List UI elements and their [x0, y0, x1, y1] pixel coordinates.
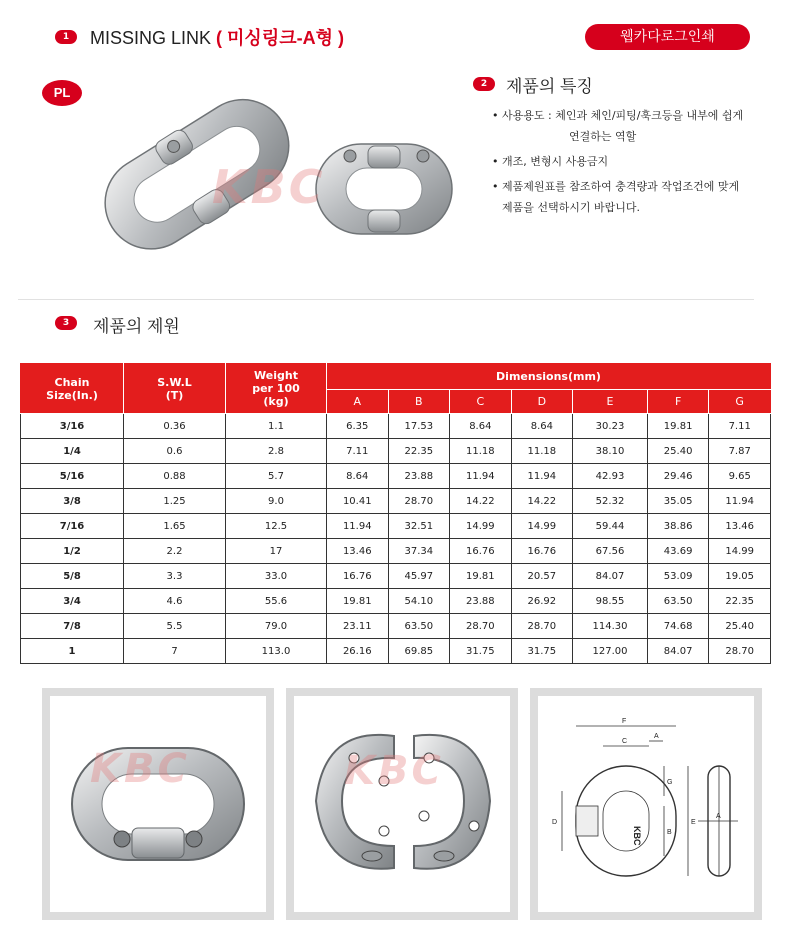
spec-cell: 43.69 [647, 539, 709, 564]
spec-cell: 28.70 [450, 614, 512, 639]
dim-label-f: F [622, 718, 627, 725]
header-col-d: D [511, 390, 573, 414]
spec-cell: 63.50 [647, 589, 709, 614]
spec-cell: 19.81 [327, 589, 389, 614]
spec-title: 제품의 제원 [93, 317, 180, 336]
spec-cell: 45.97 [388, 564, 450, 589]
spec-cell: 98.55 [573, 589, 648, 614]
features-title: 제품의 특징 [506, 77, 593, 96]
feature-item [490, 176, 770, 218]
feature-text: 제품제원표를 참조하여 충격량과 작업조건에 맞게 [502, 180, 740, 193]
header-swl [124, 364, 226, 414]
spec-cell: 59.44 [573, 514, 648, 539]
product-name: MISSING LINK [90, 28, 212, 48]
spec-cell: 19.81 [450, 564, 512, 589]
spec-cell: 19.81 [647, 414, 709, 439]
spec-cell: 14.22 [511, 489, 573, 514]
section-2-badge: 2 [473, 77, 495, 91]
spec-cell: 9.65 [709, 464, 771, 489]
spec-cell: 32.51 [388, 514, 450, 539]
spec-table-body [21, 414, 771, 664]
spec-cell: 13.46 [327, 539, 389, 564]
spec-cell: 5.7 [226, 464, 327, 489]
spec-cell: 84.07 [573, 564, 648, 589]
web-catalog-print-button[interactable]: 웹카다로그인쇄 [585, 24, 750, 50]
spec-cell: 1.65 [124, 514, 226, 539]
spec-cell: 14.99 [709, 539, 771, 564]
spec-cell: 7 [124, 639, 226, 664]
spec-cell: 11.94 [709, 489, 771, 514]
header-text: (T) [165, 388, 184, 402]
spec-cell: 17.53 [388, 414, 450, 439]
spec-cell: 6.35 [327, 414, 389, 439]
spec-cell: 28.70 [388, 489, 450, 514]
spec-cell: 7.11 [709, 414, 771, 439]
spec-cell: 13.46 [709, 514, 771, 539]
assembled-link-image [50, 696, 266, 912]
spec-row [21, 514, 771, 539]
spec-cell: 52.32 [573, 489, 648, 514]
spec-cell: 55.6 [226, 589, 327, 614]
header-weight [226, 364, 327, 414]
header-chain-size [21, 364, 124, 414]
spec-cell: 3.3 [124, 564, 226, 589]
spec-cell: 8.64 [511, 414, 573, 439]
feature-text-continued: 연결하는 역할 [569, 130, 637, 143]
header-text: Size(In.) [46, 388, 98, 402]
feature-text: 개조, 변형시 사용금지 [502, 155, 609, 168]
section-3-badge: 3 [55, 316, 77, 330]
spec-row [21, 489, 771, 514]
spec-cell: 23.88 [450, 589, 512, 614]
spec-cell: 8.64 [327, 464, 389, 489]
features-list [490, 105, 770, 218]
spec-cell: 33.0 [226, 564, 327, 589]
dim-label-c: C [622, 738, 628, 745]
spec-cell: 14.99 [450, 514, 512, 539]
spec-cell: 1.25 [124, 489, 226, 514]
spec-cell: 11.18 [450, 439, 512, 464]
cell-chain-size: 7/16 [21, 514, 124, 539]
cell-chain-size: 1 [21, 639, 124, 664]
spec-cell: 10.41 [327, 489, 389, 514]
spec-cell: 25.40 [709, 614, 771, 639]
kbc-watermark: KBC [344, 748, 444, 794]
cell-chain-size: 1/2 [21, 539, 124, 564]
header-text: S.W.L [157, 375, 192, 389]
spec-cell: 113.0 [226, 639, 327, 664]
spec-cell: 4.6 [124, 589, 226, 614]
spec-cell: 0.88 [124, 464, 226, 489]
spec-cell: 31.75 [450, 639, 512, 664]
photo-assembled-link [42, 688, 274, 920]
header-col-c: C [450, 390, 512, 414]
spec-cell: 2.2 [124, 539, 226, 564]
spec-cell: 12.5 [226, 514, 327, 539]
section-1-badge: 1 [55, 30, 77, 44]
spec-cell: 25.40 [647, 439, 709, 464]
spec-row [21, 414, 771, 439]
spec-cell: 11.94 [327, 514, 389, 539]
spec-row [21, 564, 771, 589]
diagram-kbc-stamp: KBC [632, 826, 642, 846]
spec-cell: 35.05 [647, 489, 709, 514]
kbc-watermark: KBC [90, 746, 190, 792]
spec-row [21, 614, 771, 639]
spec-cell: 127.00 [573, 639, 648, 664]
spec-cell: 67.56 [573, 539, 648, 564]
spec-row [21, 539, 771, 564]
cell-chain-size: 5/16 [21, 464, 124, 489]
spec-cell: 2.8 [226, 439, 327, 464]
page-title [90, 24, 344, 50]
spec-row [21, 589, 771, 614]
dim-label-d: D [552, 819, 558, 826]
spec-row [21, 639, 771, 664]
spec-cell: 28.70 [511, 614, 573, 639]
header-text: per 100 [252, 382, 300, 395]
spec-cell: 54.10 [388, 589, 450, 614]
spec-cell: 7.87 [709, 439, 771, 464]
spec-table [20, 363, 771, 664]
spec-cell: 1.1 [226, 414, 327, 439]
spec-cell: 26.92 [511, 589, 573, 614]
header-text: (kg) [263, 395, 289, 408]
dim-label-e: E [691, 819, 696, 826]
header-text: Weight [254, 369, 298, 382]
cell-chain-size: 3/4 [21, 589, 124, 614]
dim-label-g: G [667, 779, 673, 786]
cell-chain-size: 7/8 [21, 614, 124, 639]
header-col-b: B [388, 390, 450, 414]
photo-dimension-diagram [530, 688, 762, 920]
spec-cell: 26.16 [327, 639, 389, 664]
spec-cell: 16.76 [511, 539, 573, 564]
spec-cell: 0.36 [124, 414, 226, 439]
dimension-diagram [538, 696, 754, 912]
spec-cell: 79.0 [226, 614, 327, 639]
spec-cell: 38.10 [573, 439, 648, 464]
header-col-g: G [709, 390, 771, 414]
spec-cell: 28.70 [709, 639, 771, 664]
cell-chain-size: 5/8 [21, 564, 124, 589]
feature-text: 사용용도 : 체인과 체인/피팅/훅크등을 내부에 쉽게 [502, 109, 744, 122]
kbc-watermark: KBC [212, 160, 326, 214]
header-dimensions: Dimensions(mm) [327, 364, 771, 390]
spec-cell: 9.0 [226, 489, 327, 514]
dim-label-a: A [654, 733, 659, 740]
spec-cell: 37.34 [388, 539, 450, 564]
link-halves-image [294, 696, 510, 912]
spec-cell: 22.35 [388, 439, 450, 464]
cell-chain-size: 3/8 [21, 489, 124, 514]
spec-cell: 74.68 [647, 614, 709, 639]
spec-cell: 63.50 [388, 614, 450, 639]
spec-cell: 8.64 [450, 414, 512, 439]
spec-row [21, 439, 771, 464]
spec-cell: 5.5 [124, 614, 226, 639]
spec-cell: 42.93 [573, 464, 648, 489]
spec-cell: 114.30 [573, 614, 648, 639]
header-col-e: E [573, 390, 648, 414]
spec-cell: 20.57 [511, 564, 573, 589]
spec-cell: 29.46 [647, 464, 709, 489]
spec-cell: 19.05 [709, 564, 771, 589]
dim-label-b: B [667, 829, 672, 836]
spec-cell: 7.11 [327, 439, 389, 464]
spec-cell: 38.86 [647, 514, 709, 539]
spec-cell: 0.6 [124, 439, 226, 464]
feature-item [490, 151, 770, 172]
cell-chain-size: 3/16 [21, 414, 124, 439]
feature-item [490, 105, 770, 147]
spec-cell: 23.11 [327, 614, 389, 639]
pl-logo: PL [42, 80, 82, 106]
header-col-a: A [327, 390, 389, 414]
feature-text-continued: 제품을 선택하시기 바랍니다. [502, 201, 641, 214]
spec-cell: 53.09 [647, 564, 709, 589]
spec-cell: 11.94 [450, 464, 512, 489]
spec-cell: 23.88 [388, 464, 450, 489]
spec-cell: 14.22 [450, 489, 512, 514]
cell-chain-size: 1/4 [21, 439, 124, 464]
spec-cell: 69.85 [388, 639, 450, 664]
photo-link-halves [286, 688, 518, 920]
spec-cell: 16.76 [327, 564, 389, 589]
spec-cell: 16.76 [450, 539, 512, 564]
spec-cell: 11.94 [511, 464, 573, 489]
header-col-f: F [647, 390, 709, 414]
section-divider [18, 299, 754, 300]
spec-cell: 14.99 [511, 514, 573, 539]
spec-row [21, 464, 771, 489]
spec-cell: 31.75 [511, 639, 573, 664]
spec-cell: 30.23 [573, 414, 648, 439]
spec-cell: 22.35 [709, 589, 771, 614]
product-name-korean: ( 미싱링크-A형 ) [216, 28, 344, 48]
header-text: Chain [54, 375, 90, 389]
spec-cell: 17 [226, 539, 327, 564]
spec-cell: 11.18 [511, 439, 573, 464]
dim-label-a-side: A [716, 813, 721, 820]
spec-cell: 84.07 [647, 639, 709, 664]
